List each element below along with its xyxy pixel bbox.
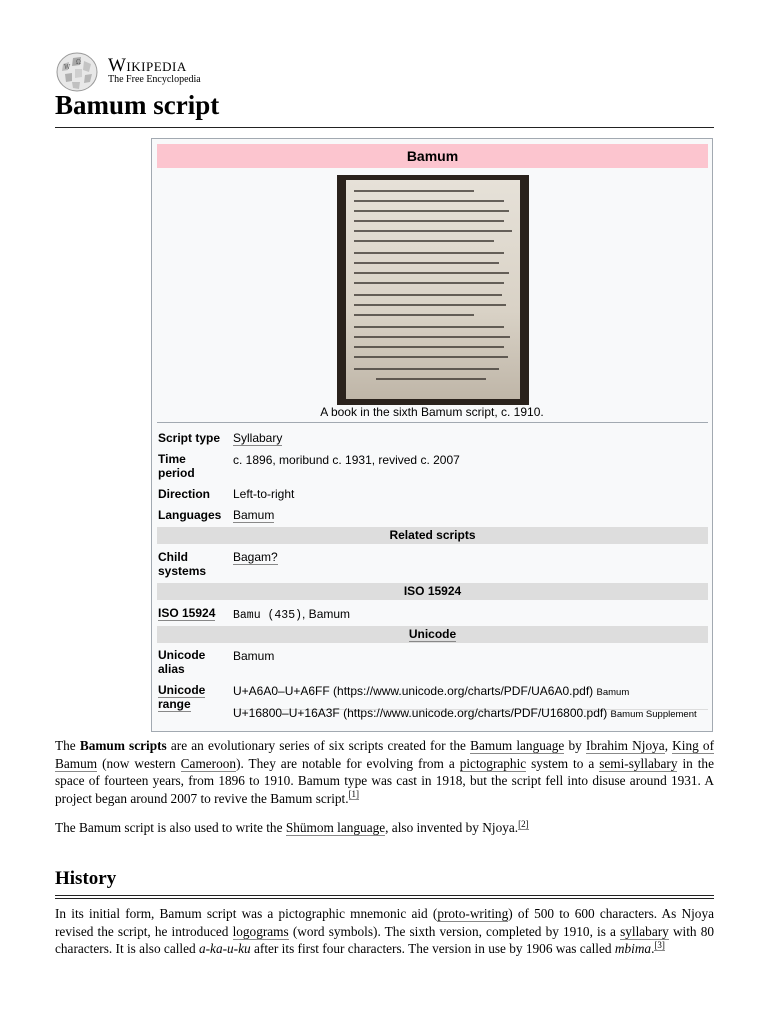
italic-a-ka-u-ku: a-ka-u-ku	[198, 941, 251, 956]
history-divider-2	[55, 898, 714, 899]
script-type-link[interactable]: Syllabary	[233, 431, 283, 445]
child-systems-link[interactable]: Bagam?	[233, 550, 278, 564]
site-tagline: The Free Encyclopedia	[108, 74, 201, 85]
infobox-image-caption: A book in the sixth Bamum script, c. 1910.	[320, 405, 544, 419]
svg-text:Ω: Ω	[76, 59, 81, 66]
time-period-label	[158, 452, 195, 480]
time-period-value: c. 1896, moribund c. 1931, revived c. 2007	[233, 453, 460, 467]
unicode-range-label-line2[interactable]: range	[158, 697, 191, 711]
link-semi-syllabary[interactable]: semi-syllabary	[599, 755, 678, 771]
citation-3[interactable]: [3]	[654, 939, 665, 950]
time-period-label-line2: period	[158, 466, 195, 480]
link-syllabary[interactable]: syllabary	[620, 923, 669, 939]
link-bamum-language[interactable]: Bamum language	[470, 738, 565, 753]
iso-name: , Bamum	[302, 607, 351, 621]
unicode-range-2-link[interactable]: U+16800–U+16A3F (https://www.unicode.org/charts/PDF/U16800.pdf)	[233, 706, 608, 720]
history-divider	[55, 895, 714, 896]
infobox-image-bamum-book[interactable]	[337, 175, 529, 405]
unicode-alias-label-line2: alias	[158, 662, 185, 676]
iso-label-link[interactable]: ISO 15924	[158, 606, 216, 620]
wikipedia-globe-icon[interactable]	[55, 52, 99, 92]
direction-value: Left-to-right	[233, 487, 295, 501]
citation-1[interactable]: [1]	[348, 789, 360, 800]
link-cameroon[interactable]: Cameroon	[180, 755, 237, 771]
link-ibrahim-njoya[interactable]: Ibrahim Njoya	[585, 738, 665, 753]
unicode-range-label[interactable]	[158, 683, 205, 711]
child-systems-label	[158, 550, 206, 578]
time-period-label-line1: Time	[158, 452, 186, 466]
intro-paragraph-1: The Bamum scripts are an evolutionary series of six scripts created for the Bamum language by Ibrahim Njoya, King of Bamum (now western Cameroon). They are notable for evolving from a pictographic system to a semi-syllabary in the space of fourteen years, from 1896 to 1910. Bamum type was cast in 1918, but the script fell into disuse around 1931. A project began around 2007 to revive the Bamum script.[1]	[55, 738, 714, 806]
intro-paragraph-2: The Bamum script is also used to write the Shümom language, also invented by Njoya.[2]	[55, 818, 529, 835]
citation-2[interactable]: [2]	[518, 818, 529, 829]
infobox-title: Bamum	[157, 144, 708, 168]
book-page	[346, 180, 520, 399]
languages-link[interactable]: Bamum	[233, 508, 275, 522]
italic-mbima: mbima	[614, 941, 652, 956]
unicode-range-label-line1[interactable]: Unicode	[158, 683, 206, 697]
bold-term: Bamum scripts	[79, 738, 167, 753]
child-systems-label-line2: systems	[158, 564, 207, 578]
page-title: Bamum script	[55, 90, 220, 120]
unicode-range-2-note: Bamum Supplement	[610, 709, 697, 720]
section-heading-history: History	[55, 868, 117, 889]
iso-header: ISO 15924	[157, 583, 708, 600]
unicode-range-1-note: Bamum	[596, 687, 630, 698]
unicode-range-1	[233, 684, 629, 700]
link-pictographic[interactable]: pictographic	[459, 755, 527, 771]
script-type-label: Script type	[158, 431, 221, 445]
unicode-alias-value: Bamum	[233, 649, 275, 663]
site-wordmark[interactable]: Wikipedia	[108, 55, 187, 76]
infobox	[151, 138, 713, 732]
link-shumom-language[interactable]: Shümom language	[285, 820, 386, 835]
iso-code: Bamu (435)	[233, 609, 303, 622]
link-proto-writing[interactable]: proto-writing	[437, 906, 509, 921]
title-divider	[55, 127, 714, 128]
history-paragraph-1: In its initial form, Bamum script was a pictographic mnemonic aid (proto-writing) of 500 to 600 characters. As Njoya revised the script, he introduced logograms (word symbols). The sixth version, completed by 1910, is a syllabary with 80 characters. It is also called a-ka-u-ku after its first four characters. The version in use by 1906 was called mbima.[3]	[55, 906, 714, 956]
languages-label: Languages	[158, 508, 222, 522]
unicode-range-2	[233, 706, 697, 722]
svg-text:W: W	[64, 64, 71, 71]
child-systems-label-line1: Child	[158, 550, 188, 564]
unicode-header-link[interactable]: Unicode	[408, 627, 457, 641]
unicode-range-1-link[interactable]: U+A6A0–U+A6FF (https://www.unicode.org/charts/PDF/UA6A0.pdf)	[233, 684, 594, 698]
unicode-header	[157, 626, 708, 643]
related-scripts-header: Related scripts	[157, 527, 708, 544]
unicode-alias-label	[158, 648, 205, 676]
direction-label: Direction	[158, 487, 211, 501]
link-king-of-bamum[interactable]: King of Bamum	[55, 738, 714, 771]
infobox-divider	[157, 422, 708, 423]
unicode-alias-label-line1: Unicode	[158, 648, 206, 662]
link-logograms[interactable]: logograms	[232, 923, 289, 939]
iso-value	[233, 607, 350, 623]
